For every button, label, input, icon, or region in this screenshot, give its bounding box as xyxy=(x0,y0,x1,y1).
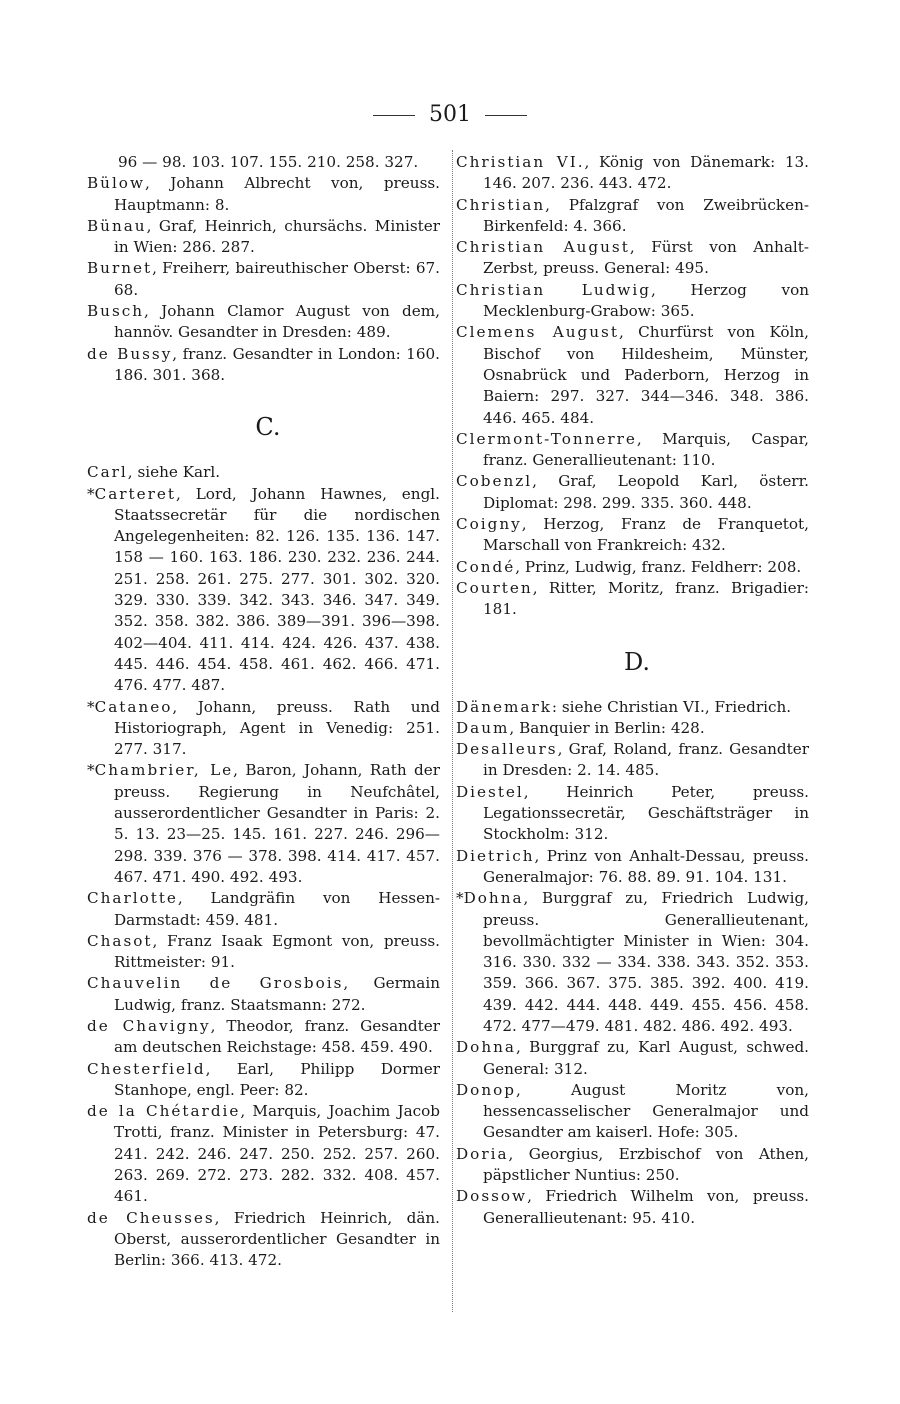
entry-text: , Marquis, Caspar, franz. Generallieutenant: 110. xyxy=(483,429,809,470)
entry-name: Dossow xyxy=(456,1187,528,1206)
entry-name: de la Chétardie xyxy=(87,1102,241,1121)
entry-text: , Franz Isaak Egmont von, preuss. Rittmeister: 91. xyxy=(114,931,440,972)
entry-text: , Herzog von Mecklenburg-Grabow: 365. xyxy=(483,280,809,321)
section-letter-d: D. xyxy=(623,647,650,676)
entry-text: , Johann Clamor August von dem, hannöv. Gesandter in Dresden: 489. xyxy=(114,302,440,342)
index-entry xyxy=(87,888,440,931)
index-entry xyxy=(87,1016,440,1059)
index-entry xyxy=(87,258,440,301)
entry-text: : siehe Christian VI., Friedrich. xyxy=(551,697,792,716)
index-entry xyxy=(87,462,440,483)
index-entry xyxy=(456,782,809,846)
entry-name: Christian Ludwig xyxy=(456,280,651,299)
section-letter-c: C. xyxy=(255,413,281,442)
entry-name: Carteret xyxy=(94,484,176,503)
entry-text: , siehe Karl. xyxy=(127,463,221,482)
index-entry xyxy=(456,471,809,514)
index-entry xyxy=(456,1186,809,1229)
index-entry xyxy=(87,1101,440,1207)
entry-name: Doria xyxy=(456,1144,509,1163)
entry-name: Bünau xyxy=(87,216,147,235)
index-entry xyxy=(87,301,440,344)
entry-name: Chauvelin de Grosbois xyxy=(87,974,344,993)
entry-name: Dietrich xyxy=(456,846,535,865)
index-entry xyxy=(456,557,809,578)
entry-text: , Heinrich Peter, preuss. Legationssecretär, Geschäftsträger in Stockholm: 312. xyxy=(483,782,809,844)
index-entry xyxy=(456,429,809,472)
entry-name: Coigny xyxy=(456,515,522,534)
page-number: 501 xyxy=(429,102,471,127)
continuation-text: 96 — 98. 103. 107. 155. 210. 258. 327. xyxy=(118,153,419,171)
entry-text: , Johann Albrecht von, preuss. Hauptmann: 8. xyxy=(114,174,440,214)
entry-text: , Prinz von Anhalt-Dessau, preuss. Generalmajor: 76. 88. 89. 91. 104. 131. xyxy=(483,846,809,886)
index-entry xyxy=(87,931,440,974)
entry-text: , August Moritz von, hessencasselischer Generalmajor und Gesandter am kaiserl. Hofe: 305. xyxy=(483,1080,809,1142)
entry-name: Cataneo xyxy=(94,697,173,716)
entry-text: , Johann, preuss. Rath und Historiograph, Agent in Venedig: 251. 277. 317. xyxy=(114,697,440,759)
entry-name: Bülow xyxy=(87,174,145,193)
entry-name: Daum xyxy=(456,718,510,737)
entry-text: , Freiherr, baireuthischer Oberst: 67. 68. xyxy=(114,259,440,299)
index-entry xyxy=(87,484,440,697)
right-entries-before xyxy=(456,152,809,621)
entry-name: Burnet xyxy=(87,259,153,278)
entry-name: de Bussy xyxy=(87,344,173,363)
right-entries-after xyxy=(456,697,809,1229)
entry-text: , König von Dänemark: 13. 146. 207. 236. 443. 472. xyxy=(483,153,809,193)
entry-text: , Burggraf zu, Friedrich Ludwig, preuss. Generallieutenant, bevollmächtigter Minister in Wien: 304. 316. 330. 332 — 334. 338. 343. 352. 353. 359. 366. 367. 375. 385. 392. 400. 419. 439. 442. 444. 448. 449. 455. 456. 458. 472. 477—479. 481. 482. 486. 492. 493. xyxy=(483,889,809,1035)
entry-name: Charlotte xyxy=(87,889,178,908)
entry-name: Christian xyxy=(456,195,546,214)
index-entry xyxy=(87,697,440,761)
entry-name: de Chavigny xyxy=(87,1016,211,1035)
entry-name: Dohna xyxy=(456,1038,516,1057)
index-entry xyxy=(87,973,441,1016)
index-entry xyxy=(456,152,809,195)
right-column xyxy=(456,152,809,1229)
entry-name: Condé xyxy=(456,557,516,576)
index-entry xyxy=(456,888,809,1037)
page-header xyxy=(0,100,900,130)
entry-name: Clemens August xyxy=(456,323,619,342)
entry-text: , Friedrich Wilhelm von, preuss. Generallieutenant: 95. 410. xyxy=(483,1187,809,1227)
index-entry xyxy=(456,514,809,557)
entry-text: , Fürst von Anhalt-Zerbst, preuss. General: 495. xyxy=(483,238,809,278)
entry-marker: * xyxy=(87,761,95,780)
entry-marker: * xyxy=(87,697,95,716)
entry-name: Cobenzl xyxy=(456,472,533,491)
left-entries-before xyxy=(87,173,440,386)
entry-text: , Graf, Leopold Karl, österr. Diplomat: 298. 299. 335. 360. 448. xyxy=(483,472,809,512)
entry-name: Courten xyxy=(456,578,533,597)
entry-text: , franz. Gesandter in London: 160. 186. 301. 368. xyxy=(114,344,440,384)
index-entry xyxy=(87,344,440,387)
index-entry xyxy=(456,697,809,718)
index-entry xyxy=(456,280,809,323)
header-rule-left xyxy=(373,115,415,116)
entry-name: Chambrier, Le xyxy=(94,761,234,780)
index-entry xyxy=(87,1208,440,1272)
entry-text: , Burggraf zu, Karl August, schwed. General: 312. xyxy=(483,1038,809,1078)
entry-text: , Friedrich Heinrich, dän. Oberst, ausserordentlicher Gesandter in Berlin: 366. 413. 472. xyxy=(114,1208,440,1270)
entry-marker: * xyxy=(87,484,95,503)
entry-name: Chesterfield xyxy=(87,1059,206,1078)
entry-text: , Earl, Philipp Dormer Stanhope, engl. Peer: 82. xyxy=(114,1059,440,1099)
entry-name: Diestel xyxy=(456,782,524,801)
entry-text: , Marquis, Joachim Jacob Trotti, franz. Minister in Petersburg: 47. 241. 242. 246. 247. 250. 252. 257. 260. 263. 269. 272. 273. 282. 332. 408. 457. 461. xyxy=(114,1102,440,1206)
index-entry xyxy=(456,578,809,621)
index-entry xyxy=(87,173,440,216)
index-entry xyxy=(87,1059,440,1102)
left-column xyxy=(87,152,441,1272)
entry-name: Desalleurs xyxy=(456,740,558,759)
entry-name: Christian August xyxy=(456,238,630,257)
entry-name: Carl xyxy=(87,463,128,482)
entry-name: Busch xyxy=(87,302,145,321)
entry-text: , Prinz, Ludwig, franz. Feldherr: 208. xyxy=(515,557,802,576)
column-divider xyxy=(452,150,453,1312)
index-entry xyxy=(456,739,809,782)
index-entry xyxy=(456,1144,809,1187)
entry-name: Dohna xyxy=(463,889,524,908)
index-entry xyxy=(456,1037,809,1080)
index-entry xyxy=(456,846,809,889)
entry-name: Donop xyxy=(456,1080,516,1099)
index-entry xyxy=(456,1080,809,1144)
entry-text: , Baron, Johann, Rath der preuss. Regierung in Neufchâtel, ausserordentlicher Gesandter in Paris: 2. 5. 13. 23—25. 145. 161. 227. 246. 296—298. 339. 376 — 378. 398. 414. 417. 457. 467. 471. 490. 492. 493. xyxy=(114,761,440,886)
entry-text: , Herzog, Franz de Franquetot, Marschall von Frankreich: 432. xyxy=(483,515,809,555)
entry-text: , Germain Ludwig, franz. Staatsmann: 272. xyxy=(114,974,441,1014)
entry-text: , Theodor, franz. Gesandter am deutschen Reichstage: 458. 459. 490. xyxy=(114,1016,440,1057)
entry-marker: * xyxy=(456,889,464,908)
index-entry xyxy=(456,195,809,238)
entry-text: , Ritter, Moritz, franz. Brigadier: 181. xyxy=(483,578,809,619)
entry-text: , Pfalzgraf von Zweibrücken-Birkenfeld: 4. 366. xyxy=(483,195,809,235)
entry-name: Clermont-Tonnerre xyxy=(456,429,637,448)
index-entry xyxy=(87,216,440,259)
index-entry xyxy=(456,237,809,280)
entry-name: Christian VI. xyxy=(456,153,585,171)
entry-name: Chasot xyxy=(87,931,153,950)
entry-text: , Landgräfin von Hessen-Darmstadt: 459. 481. xyxy=(114,889,440,929)
index-entry xyxy=(456,718,809,739)
entry-text: , Banquier in Berlin: 428. xyxy=(509,718,705,737)
entry-text: , Churfürst von Köln, Bischof von Hildesheim, Münster, Osnabrück und Paderborn, Herzog in Baiern: 297. 327. 344—346. 348. 386. 446. 465. 484. xyxy=(483,323,809,427)
index-entry xyxy=(87,760,440,888)
index-entry xyxy=(456,322,809,428)
entry-text: , Graf, Heinrich, chursächs. Minister in Wien: 286. 287. xyxy=(114,216,440,257)
entry-name: Dänemark xyxy=(456,697,552,716)
entry-name: de Cheusses xyxy=(87,1208,215,1227)
entry-text: , Lord, Johann Hawnes, engl. Staatssecretär für die nordischen Angelegenheiten: 82. 126. 135. 136. 147. 158 — 160. 163. 186. 230. 232. 236. 244. 251. 258. 261. 275. 277. 301. 302. 320. 329. 330. 339. 342. 343. 346. 347. 349. 352. 358. 382. 386. 389—391. 396—398. 402—404. 411. 414. 424. 426. 437. 438. 445. 446. 454. 458. 461. 462. 466. 471. 476. 477. 487. xyxy=(114,484,440,695)
entry-text: , Georgius, Erzbischof von Athen, päpstlicher Nuntius: 250. xyxy=(483,1144,809,1185)
header-rule-right xyxy=(485,115,527,116)
entry-text: , Graf, Roland, franz. Gesandter in Dresden: 2. 14. 485. xyxy=(483,740,809,780)
left-entries-after xyxy=(87,462,441,1271)
